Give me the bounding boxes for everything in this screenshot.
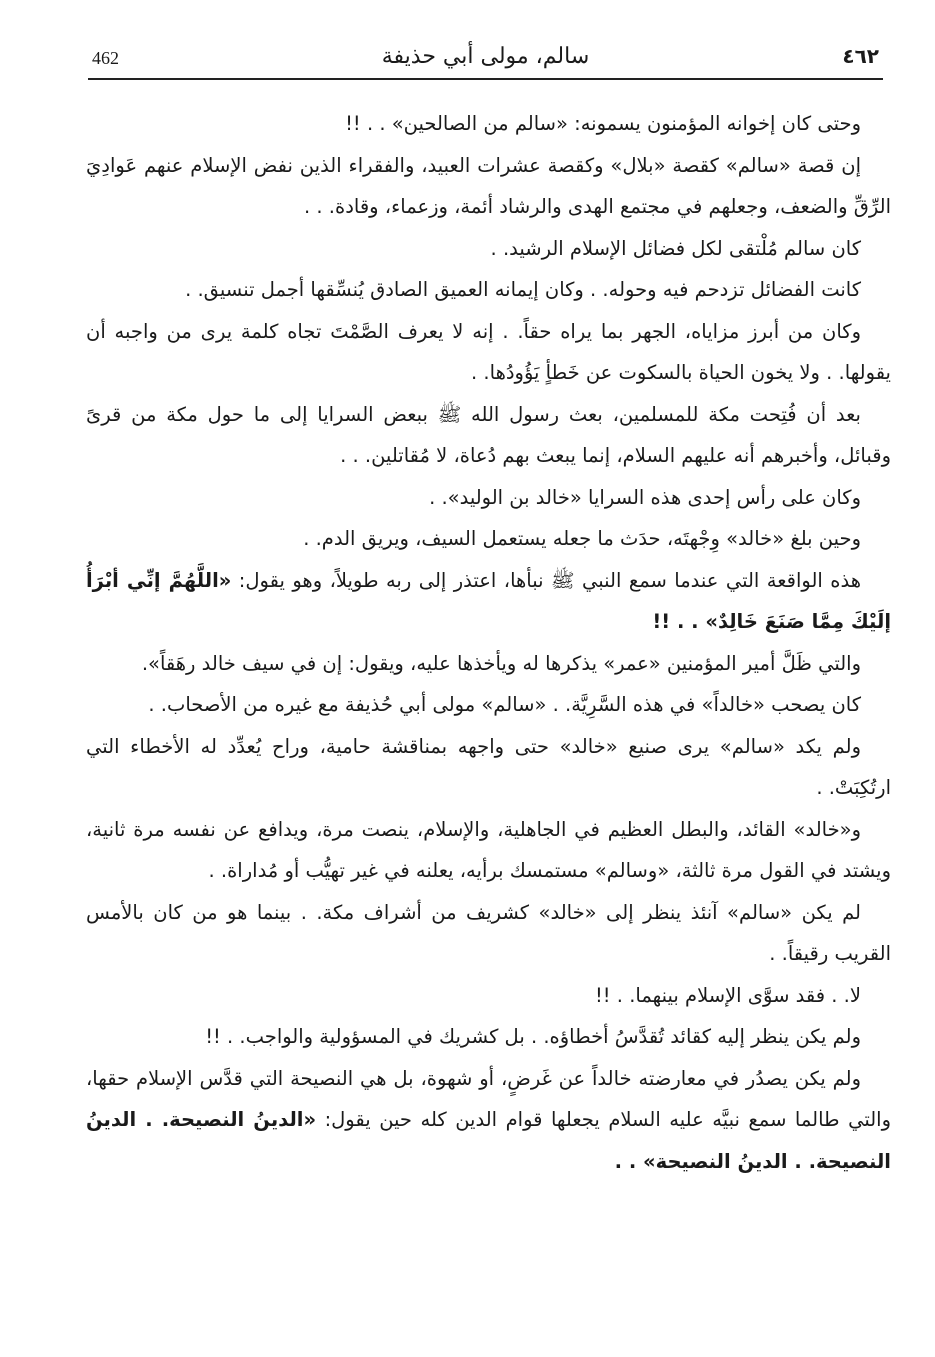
paragraph xyxy=(86,643,891,685)
text-segment: إن قصة «سالم» كقصة «بلال» وكقصة عشرات العبيد، والفقراء الذين نفض الإسلام عنهم عَوادِيَ الرِّقِّ والضعف، وجعلهم في مجتمع الهدى والرشاد أئمة، وزعماء، وقادة. . . xyxy=(86,153,891,218)
text-segment: و«خالد» القائد، والبطل العظيم في الجاهلية، والإسلام، ينصت مرة، ويدافع عن نفسه مرة ثانية، ويشتد في القول مرة ثالثة، «وسالم» مستمسك برأيه، يعلنه في غير تهيُّب أو مُداراة. . xyxy=(86,817,891,882)
text-segment: ولم يكن ينظر إليه كقائد تُقدَّسُ أخطاؤه. . بل كشريك في المسؤولية والواجب. . !! xyxy=(205,1025,861,1048)
paragraph xyxy=(86,311,891,394)
page-number-latin: 462 xyxy=(92,48,119,68)
paragraph xyxy=(86,726,891,809)
text-segment: وحين بلغ «خالد» وِجْهتَه، حدَث ما جعله يستعمل السيف، ويريق الدم. . xyxy=(303,527,861,550)
paragraph xyxy=(86,892,891,975)
paragraph xyxy=(86,228,891,270)
text-segment: لا. . فقد سوَّى الإسلام بينهما. . !! xyxy=(594,983,861,1007)
text-segment: لم يكن «سالم» آنئذ ينظر إلى «خالد» كشريف من أشراف مكة. . بينما هو من كان بالأمس القريب رقيقاً. . xyxy=(86,900,891,965)
paragraph xyxy=(86,560,891,643)
paragraph xyxy=(86,394,891,477)
paragraph xyxy=(86,477,891,519)
text-segment: هذه الواقعة التي عندما سمع النبي ﷺ نبأها، اعتذر إلى ربه طويلاً، وهو يقول: xyxy=(231,568,861,592)
running-title: سالم، مولى أبي حذيفة xyxy=(381,44,590,69)
page-number-arabic: ٤٦٢ xyxy=(842,44,879,68)
paragraph xyxy=(86,809,891,892)
text-segment: وحتى كان إخوانه المؤمنون يسمونه: «سالم من الصالحين» . . !! xyxy=(345,112,861,135)
paragraph xyxy=(86,684,891,726)
paragraph xyxy=(86,103,891,145)
text-segment: كانت الفضائل تزدحم فيه وحوله. . وكان إيمانه العميق الصادق يُنسِّقها أجمل تنسيق. . xyxy=(185,278,861,301)
page-header xyxy=(88,38,883,80)
text-segment: كان سالم مُلْتقى لكل فضائل الإسلام الرشيد. . xyxy=(490,236,861,260)
text-segment: وكان من أبرز مزاياه، الجهر بما يراه حقاً. . إنه لا يعرف الصَّمْتَ تجاه كلمة يرى من واجبه أن يقولها. . ولا يخون الحياة بالسكوت عن خَطأٍ يَؤُودُها. . xyxy=(86,319,891,384)
quoted-saying-bold: «الدينُ النصيحة. . الدينُ النصيحة. . الدينُ النصيحة» . . xyxy=(86,1108,891,1173)
text-segment: بعد أن فُتِحت مكة للمسلمين، بعث رسول الله ﷺ ببعض السرايا إلى ما حول مكة من قرىً وقبائل، وأخبرهم أنه عليهم السلام، إنما يبعث بهم دُعاة، لا مُقاتلين. . . xyxy=(86,402,891,467)
text-segment: والتي ظَلَّ أمير المؤمنين «عمر» يذكرها له ويأخذها عليه، ويقول: إن في سيف خالد رهَقاً». xyxy=(141,651,861,675)
text-segment: ولم يكد «سالم» يرى صنيع «خالد» حتى واجهه بمناقشة حامية، وراح يُعدِّد له الأخطاء التي ارتُكِبَتْ. . xyxy=(86,734,891,799)
text-segment: كان يصحب «خالداً» في هذه السَّرِيَّة. . «سالم» مولى أبي حُذيفة مع غيره من الأصحاب. . xyxy=(148,693,861,716)
text-segment: ولم يكن يصدُر في معارضته خالداً عن غَرضٍ، أو شهوة، بل هي النصيحة التي قدَّس الإسلام حقها، والتي طالما سمع نبيَّه عليه السلام يجعلها قوام الدين كله حين يقول: xyxy=(86,1066,891,1131)
paragraph xyxy=(86,975,891,1017)
paragraph xyxy=(86,518,891,560)
paragraph xyxy=(86,1058,891,1183)
paragraph xyxy=(86,1016,891,1058)
paragraph xyxy=(86,145,891,228)
paragraph xyxy=(86,269,891,311)
quoted-saying-bold: «اللَّهُمَّ إنِّي أبْرَأُ إلَيْكَ مِمَّا صَنَعَ خَالِدٌ» . . !! xyxy=(86,568,891,633)
body-text xyxy=(86,103,891,1182)
text-segment: وكان على رأس إحدى هذه السرايا «خالد بن الوليد». . xyxy=(429,485,861,509)
